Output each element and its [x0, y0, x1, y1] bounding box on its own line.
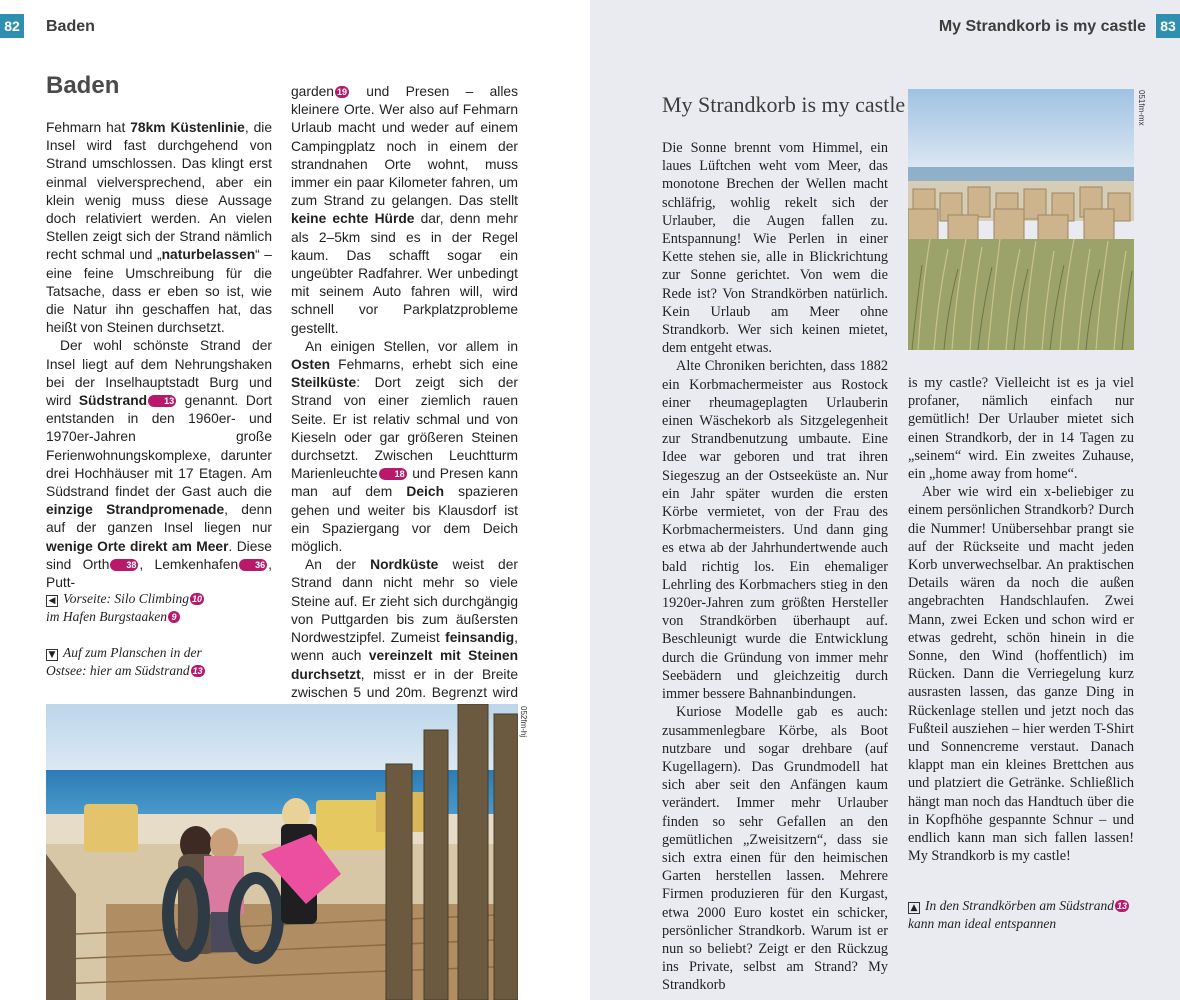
paragraph: Kuriose Modelle gab es auch: zusammenlegbare Körbe, als Boot nutzbare und sogar drehbare (auf Kugellagern). Das Grundmodell hat sich aber seit den Anfängen kaum verändert. Immer mehr Urlauber finden so sehr Gefallen an den gemütlichen „Zweisitzern“, dass sie sich extra einen für den heimischen Garten herstellen lassen. Mehrere Firmen produzieren für den Kurgast, etwa 2000 Euro kostet ein schicker, persönlicher Strandkorb. Warum ist er nun so beliebt? Zeigt er den Rückzug ins Private, selbst am Strand? My Strandkorb [662, 704, 888, 994]
beach-photo [46, 704, 518, 1000]
caption-vorseite-text: Vorseite: Silo Climbing 10 im Hafen Burgstaaken 9 [46, 591, 203, 624]
caption-photo-bottom-text: Auf zum Planschen in der Ostsee: hier am Südstrand 13 [46, 645, 203, 678]
paragraph: is my castle? Vielleicht ist es ja viel profaner, nämlich einfach nur gemütlich! Der Urlauber mietet sich einen Strandkorb, der in 14 Tagen zu „seinem“ wird. Ein zweites Zuhause, ein „home away from home“. [908, 375, 1134, 483]
right-column-1 [662, 139, 888, 995]
arrow-down-icon: ▼ [46, 649, 58, 661]
left-column-2 [291, 83, 518, 738]
beach-photo-illustration [46, 704, 518, 1000]
caption-photo-bottom [46, 644, 276, 680]
caption-strandkorb-text: In den Strandkörben am Südstrand 13 kann man ideal entspannen [908, 898, 1128, 931]
paragraph: garden 19 und Presen – alles kleinere Orte. Wer also auf Fehmarn Urlaub macht und weder auf einem Campingplatz noch in einem der strandnahen Orte wohnt, muss immer ein paar Kilometer fahren, um zum Strand zu gelangen. Das stellt keine echte Hürde dar, denn mehr als 2–5km sind es in der Regel kaum. Das schafft sogar ein ungeübter Radfahrer. Wer unbedingt mit seinem Auto fahren will, wird schnell vor Parkplatzprobleme gestellt. [291, 84, 518, 336]
arrow-up-icon: ▲ [908, 902, 920, 914]
paragraph: An einigen Stellen, vor allem in Osten Fehmarns, erhebt sich eine Steilküste: Dort zeigt sich der Strand von einer ziemlich rauen Seite. Er ist relativ schmal und von Kieseln oder gar größeren Steinen durchsetzt. Zwischen Leuchtturm Marienleuchte 18 und Presen kann man auf dem Deich spazieren gehen und weiter bis Klausdorf ist ein Spaziergang vor dem Deich möglich. [291, 338, 519, 555]
caption-vorseite [46, 590, 276, 626]
paragraph: Der wohl schönste Strand der Insel liegt auf dem Nehrungshaken bei der Inselhauptstadt Burg und wird Südstrand 13 genannt. Dort entstanden in den 1960er- und 1970er-Jahren große Ferienwohnungskomplexe, darunter drei Hochhäuser mit 17 Etagen. Am Südstrand findet der Gast auch die einzige Strandpromenade, denn auf der ganzen Insel liegen nur wenige Orte direkt am Meer. Diese sind Orth 38 , Lemkenhafen 36 , Putt- [46, 338, 272, 591]
right-column-2 [908, 374, 1134, 865]
paragraph: Die Sonne brennt vom Himmel, ein laues Lüftchen weht vom Meer, das monotone Brechen der Wellen macht schläfrig, wohlig rekelt sich der Urlauber, die Augen fallen zu. Entspannung! Wie Perlen in einer Kette stehen sie, alle in Blickrichtung zur Sonne gerichtet. Von wem die Rede ist? Von Strandkörben natürlich. Kein Urlaub am Meer ohne Strandkorb. Wer sich keinen mietet, dem entgeht etwas. [662, 140, 888, 357]
running-header-right: My Strandkorb is my castle [938, 18, 1146, 35]
caption-strandkorb [908, 897, 1134, 933]
photo-credit-right: 051fm-mx [1137, 90, 1146, 126]
arrow-left-icon: ◀ [46, 595, 58, 607]
photo-credit-left: 052fm-hj [519, 706, 528, 738]
section-title: Baden [46, 72, 120, 99]
box-title: My Strandkorb is my castle [662, 92, 906, 117]
paragraph: An der Nordküste weist der Strand dann nicht mehr so viele Steine auf. Er zieht sich durchgängig von Puttgarden bis zum äußersten Nordwestzipfel. Zumeist feinsandig, wenn auch vereinzelt mit Steinen durchsetzt, misst er in der Breite zwischen 5 und 20m. Begrenzt wird [291, 557, 519, 700]
strandkorb-photo-illustration [908, 89, 1134, 350]
page-number-left: 82 [0, 14, 24, 38]
left-column-1 [46, 119, 272, 592]
paragraph: Aber wie wird ein x-beliebiger zu einem persönlichen Strandkorb? Durch die Nummer! Unübersehbar prangt sie auf der Rückseite und macht jeden Korb unverwechselbar. An praktischen Details wären da noch die außen angebrachten Handschlaufen. Zwei Mann, zwei Ecken und schon wird er etwas gedreht, schön hinein in die Sonne, den Wind (hoffentlich) im Rücken. Dann die Verriegelung kurz ausrasten lassen, das ganze Ding in Rückenlage stellen und jetzt noch das Fußteil ausziehen – hier werden T-Shirt und Sonnencreme verstaut. Danach klappt man ein kleines Brettchen aus und platziert die Getränke. Schließlich hängt man noch das Handtuch über die in Kopfhöhe gespannte Schnur – und endlich kann man sich fallen lassen! My Strandkorb is my castle! [908, 484, 1134, 865]
running-header-left: Baden [46, 18, 95, 35]
strandkorb-photo [908, 89, 1134, 350]
right-page [590, 0, 1180, 1000]
paragraph: Fehmarn hat 78km Küstenlinie, die Insel wird fast durchgehend von Strand umschlossen. Das klingt erst einmal vielversprechend, aber ein klein wenig muss diese Aussage doch relativiert werden. An vielen Stellen zeigt sich der Strand nämlich recht schmal und „naturbelassen“ – eine feine Umschreibung für die Tatsache, dass er eben so ist, wie die Natur ihn geschaffen hat, das heißt von Steinen durchsetzt. [46, 120, 272, 336]
page-number-right: 83 [1156, 14, 1180, 38]
paragraph: Alte Chroniken berichten, dass 1882 ein Korbmachermeister aus Rostock einer rheumageplagten Urlauberin einen Wäschekorb als Sitzgelegenheit zur Strandbenutzung umbaute. Eine Idee war geboren und trat ihren Siegeszug an der Ostseeküste an. Nur ein Jahr später wurden die ersten Körbe vermietet, von der Frau des Korbmachermeisters. Und dann ging es etwa ab der Jahrhundertwende auch bald richtig los. Ein ehemaliger Lehrling des Korbmachers stieg in den 1920er-Jahren zum größten Hersteller von Strandkörben überhaupt auf. Beschleunigt wurde die Entwicklung durch die Gründung von immer mehr Seebädern und gleichzeitig durch immer bessere Bahnanbindungen. [662, 358, 888, 703]
